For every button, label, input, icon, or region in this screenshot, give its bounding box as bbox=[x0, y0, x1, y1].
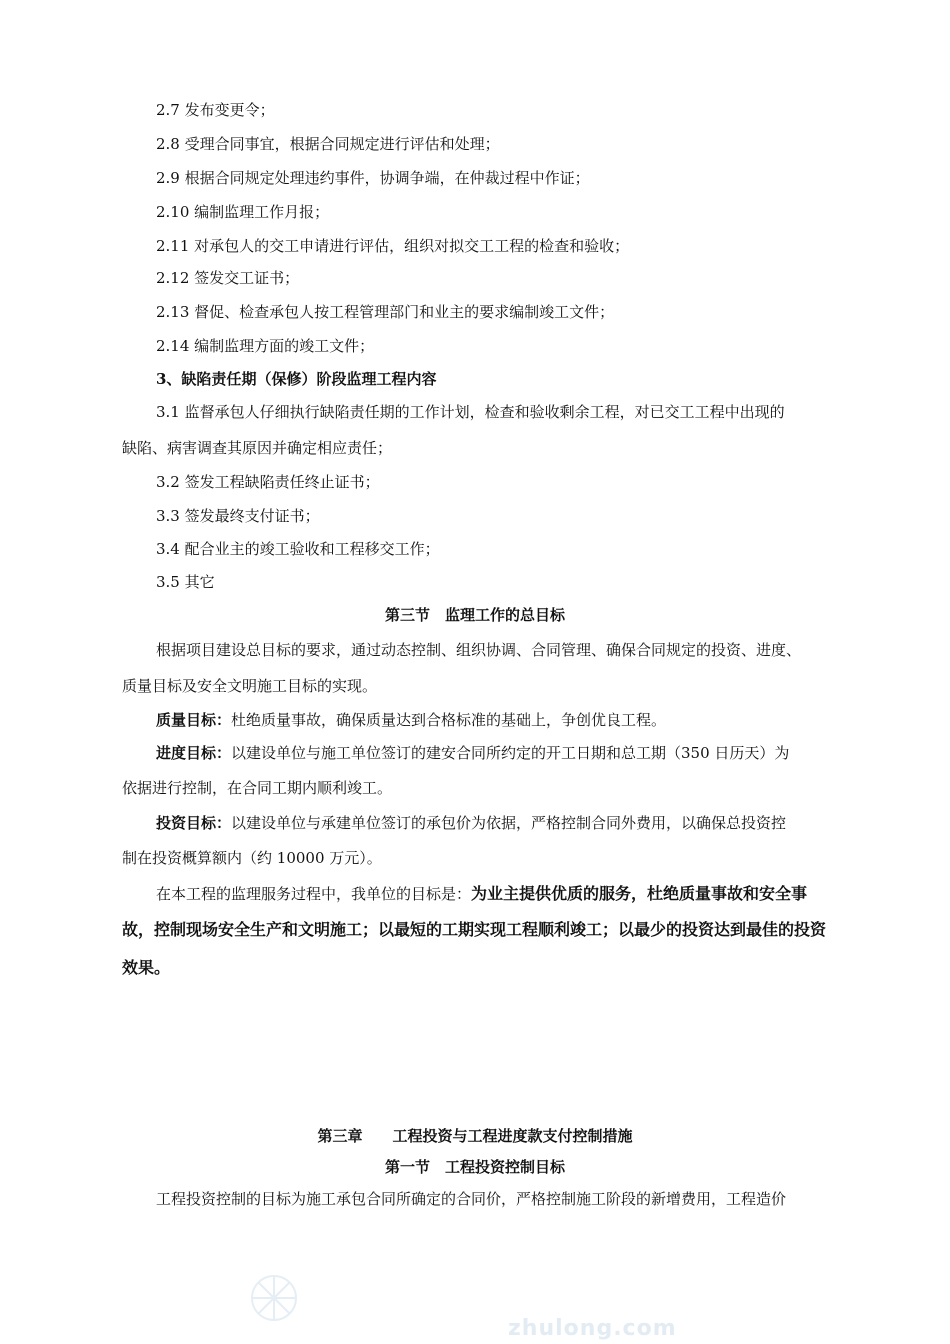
investment-goal-text: 以建设单位与承建单位签订的承包价为依据，严格控制合同外费用，以确保总投资控 bbox=[231, 814, 787, 832]
investment-control-text: 工程投资控制的目标为施工承包合同所确定的合同价，严格控制施工阶段的新增费用，工程造价 bbox=[156, 1190, 787, 1208]
summary-line1 bbox=[156, 884, 807, 904]
item-2-10: 2.10 编制监理工作月报； bbox=[156, 203, 330, 221]
goals-intro-line2: 质量目标及安全文明施工目标的实现。 bbox=[122, 677, 378, 695]
watermark-logo-icon bbox=[244, 1268, 304, 1328]
summary-line2: 故，控制现场安全生产和文明施工；以最短的工期实现工程顺利竣工；以最少的投资达到最佳的投资 bbox=[122, 920, 827, 939]
chapter-3-section-1: 第一节 工程投资控制目标 bbox=[384, 1158, 565, 1176]
item-2-11: 2.11 对承包人的交工申请进行评估，组织对拟交工工程的检查和验收； bbox=[156, 237, 630, 255]
chapter-3-title: 第三章 工程投资与工程进度款支付控制措施 bbox=[317, 1127, 633, 1145]
item-2-9: 2.9 根据合同规定处理违约事件，协调争端，在仲裁过程中作证； bbox=[156, 169, 590, 187]
watermark-text: zhulong.com bbox=[508, 1316, 677, 1341]
section-title-goals: 第三节 监理工作的总目标 bbox=[384, 606, 565, 624]
summary-bold-start: 为业主提供优质的服务，杜绝质量事故和安全事 bbox=[471, 884, 808, 903]
item-2-12: 2.12 签发交工证书； bbox=[156, 269, 300, 287]
summary-line3: 效果。 bbox=[122, 958, 171, 977]
summary-plain: 在本工程的监理服务过程中，我单位的目标是： bbox=[156, 885, 472, 903]
schedule-goal-label: 进度目标： bbox=[156, 744, 232, 762]
item-3-1-line1: 3.1 监督承包人仔细执行缺陷责任期的工作计划，检查和验收剩余工程，对已交工工程中出现的 bbox=[156, 403, 785, 421]
goals-intro-line1: 根据项目建设总目标的要求，通过动态控制、组织协调、合同管理、确保合同规定的投资、进度、 bbox=[156, 641, 802, 659]
item-3-4: 3.4 配合业主的竣工验收和工程移交工作； bbox=[156, 540, 440, 558]
quality-goal-text: 杜绝质量事故，确保质量达到合格标准的基础上，争创优良工程。 bbox=[231, 711, 667, 729]
item-2-14: 2.14 编制监理方面的竣工文件； bbox=[156, 337, 375, 355]
item-2-8: 2.8 受理合同事宜，根据合同规定进行评估和处理； bbox=[156, 135, 500, 153]
schedule-goal-text: 以建设单位与施工单位签订的建安合同所约定的开工日期和总工期（350 日历天）为 bbox=[231, 744, 790, 762]
schedule-goal-line2: 依据进行控制，在合同工期内顺利竣工。 bbox=[122, 779, 393, 797]
item-3-5: 3.5 其它 bbox=[156, 573, 215, 591]
investment-goal-line2: 制在投资概算额内（约 10000 万元）。 bbox=[122, 849, 382, 867]
item-3-2: 3.2 签发工程缺陷责任终止证书； bbox=[156, 473, 380, 491]
quality-goal bbox=[156, 710, 666, 730]
quality-goal-label: 质量目标： bbox=[156, 711, 232, 729]
item-3-1-line2: 缺陷、病害调查其原因并确定相应责任； bbox=[122, 439, 393, 457]
investment-goal bbox=[156, 813, 786, 833]
investment-goal-label: 投资目标： bbox=[156, 814, 232, 832]
item-2-7: 2.7 发布变更令； bbox=[156, 101, 275, 119]
section-3-heading: 3、缺陷责任期（保修）阶段监理工程内容 bbox=[156, 370, 437, 388]
item-3-3: 3.3 签发最终支付证书； bbox=[156, 507, 320, 525]
item-2-13: 2.13 督促、检查承包人按工程管理部门和业主的要求编制竣工文件； bbox=[156, 303, 615, 321]
schedule-goal bbox=[156, 743, 789, 763]
